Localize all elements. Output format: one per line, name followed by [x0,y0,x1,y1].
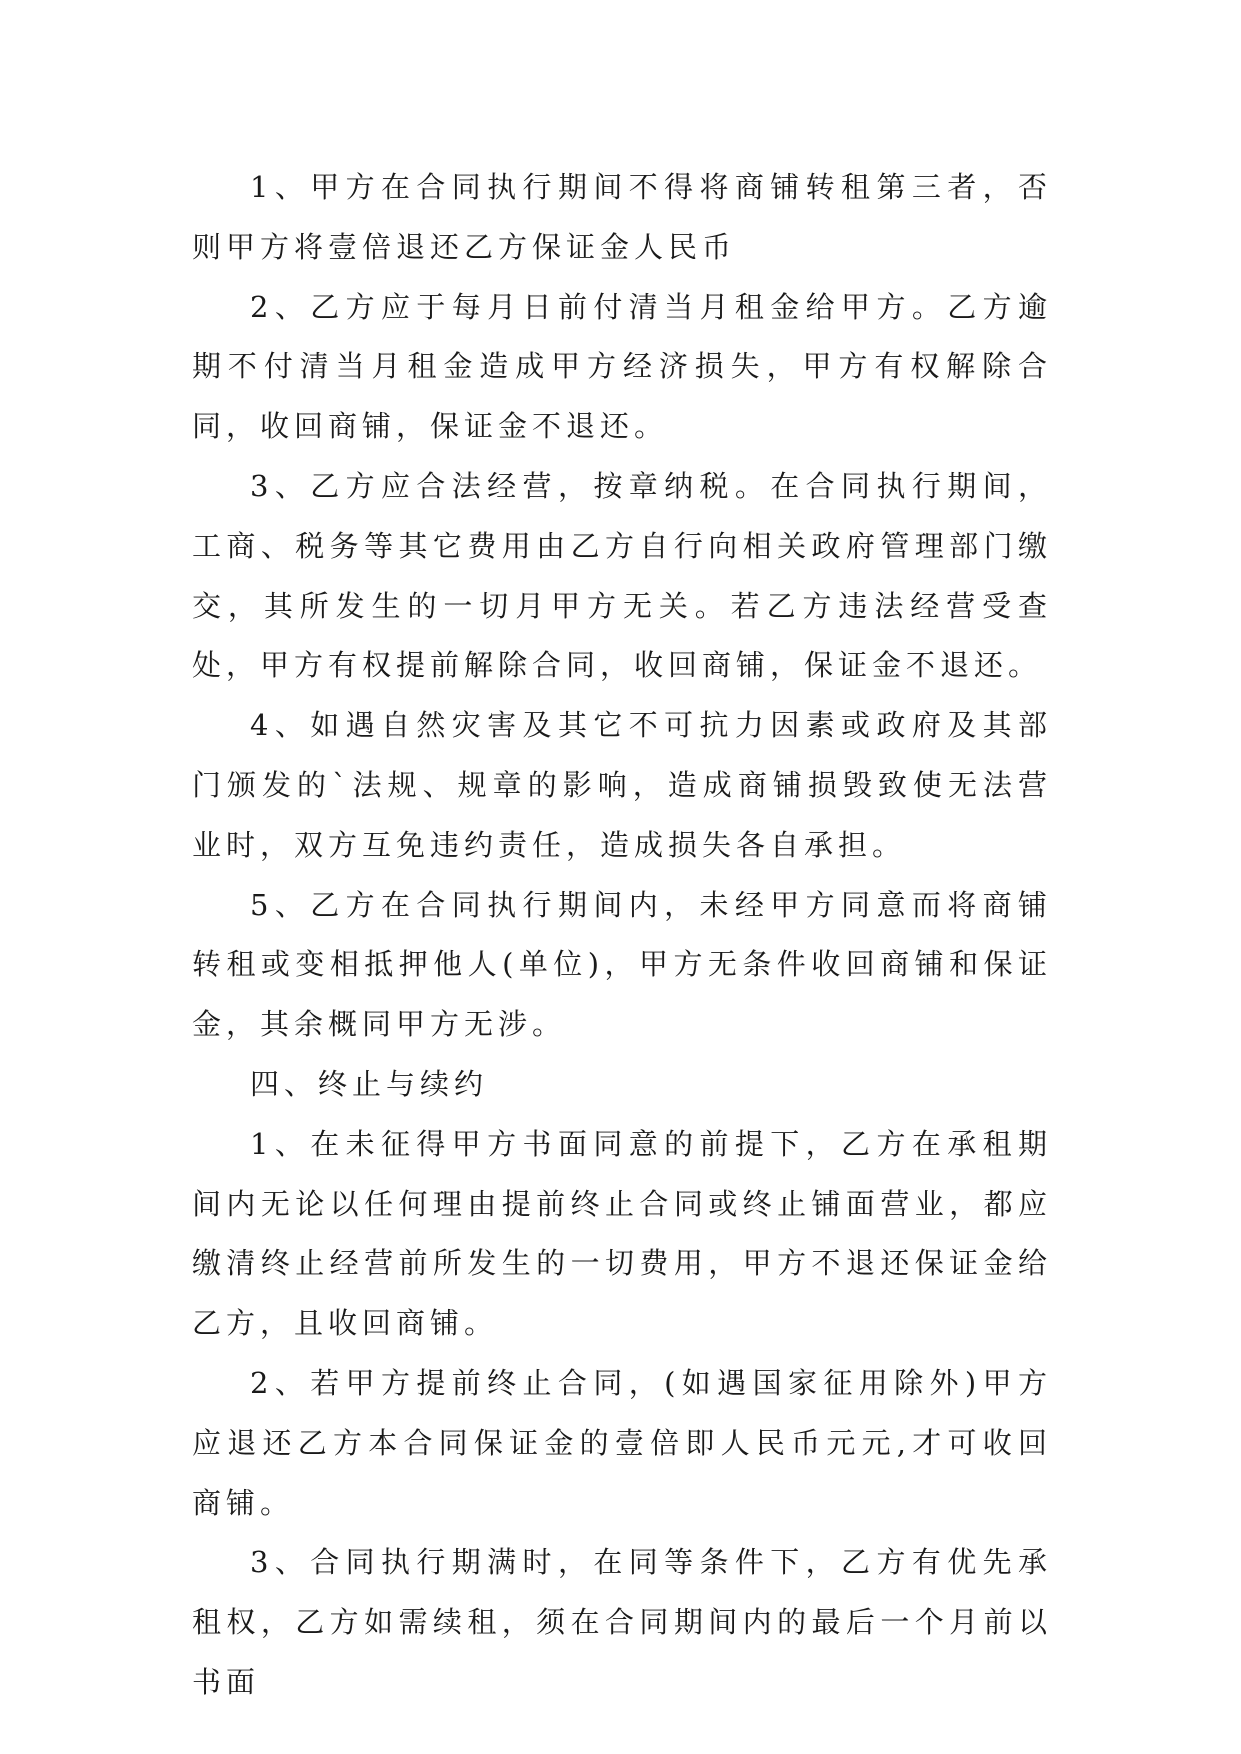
clause-paragraph: 3、合同执行期满时，在同等条件下，乙方有优先承租权，乙方如需续租，须在合同期间内的最后一个月前以书面 [192,1545,1052,1699]
clause-paragraph: 2、若甲方提前终止合同，(如遇国家征用除外)甲方应退还乙方本合同保证金的壹倍即人民币元元,才可收回商铺。 [192,1365,1052,1520]
document-body [192,158,1052,1713]
section-heading: 四、终止与续约 [250,1066,489,1101]
clause-paragraph: 5、乙方在合同执行期间内，未经甲方同意而将商铺转租或变相抵押他人(单位)，甲方无条件收回商铺和保证金，其余概同甲方无涉。 [192,887,1052,1042]
clause-paragraph: 1、在未征得甲方书面同意的前提下，乙方在承租期间内无论以任何理由提前终止合同或终止铺面营业，都应缴清终止经营前所发生的一切费用，甲方不退还保证金给乙方，且收回商铺。 [192,1126,1052,1341]
clause-paragraph: 2、乙方应于每月日前付清当月租金给甲方。乙方逾期不付清当月租金造成甲方经济损失，甲方有权解除合同，收回商铺，保证金不退还。 [192,289,1052,444]
clause-paragraph: 1、甲方在合同执行期间不得将商铺转租第三者，否则甲方将壹倍退还乙方保证金人民币 [192,170,1052,264]
clause-paragraph: 3、乙方应合法经营，按章纳税。在合同执行期间，工商、税务等其它费用由乙方自行向相关政府管理部门缴交，其所发生的一切月甲方无关。若乙方违法经营受查处，甲方有权提前解除合同，收回商铺，保证金不退还。 [192,468,1052,683]
clause-paragraph: 4、如遇自然灾害及其它不可抗力因素或政府及其部门颁发的`法规、规章的影响，造成商铺损毁致使无法营业时，双方互免违约责任，造成损失各自承担。 [192,708,1052,862]
